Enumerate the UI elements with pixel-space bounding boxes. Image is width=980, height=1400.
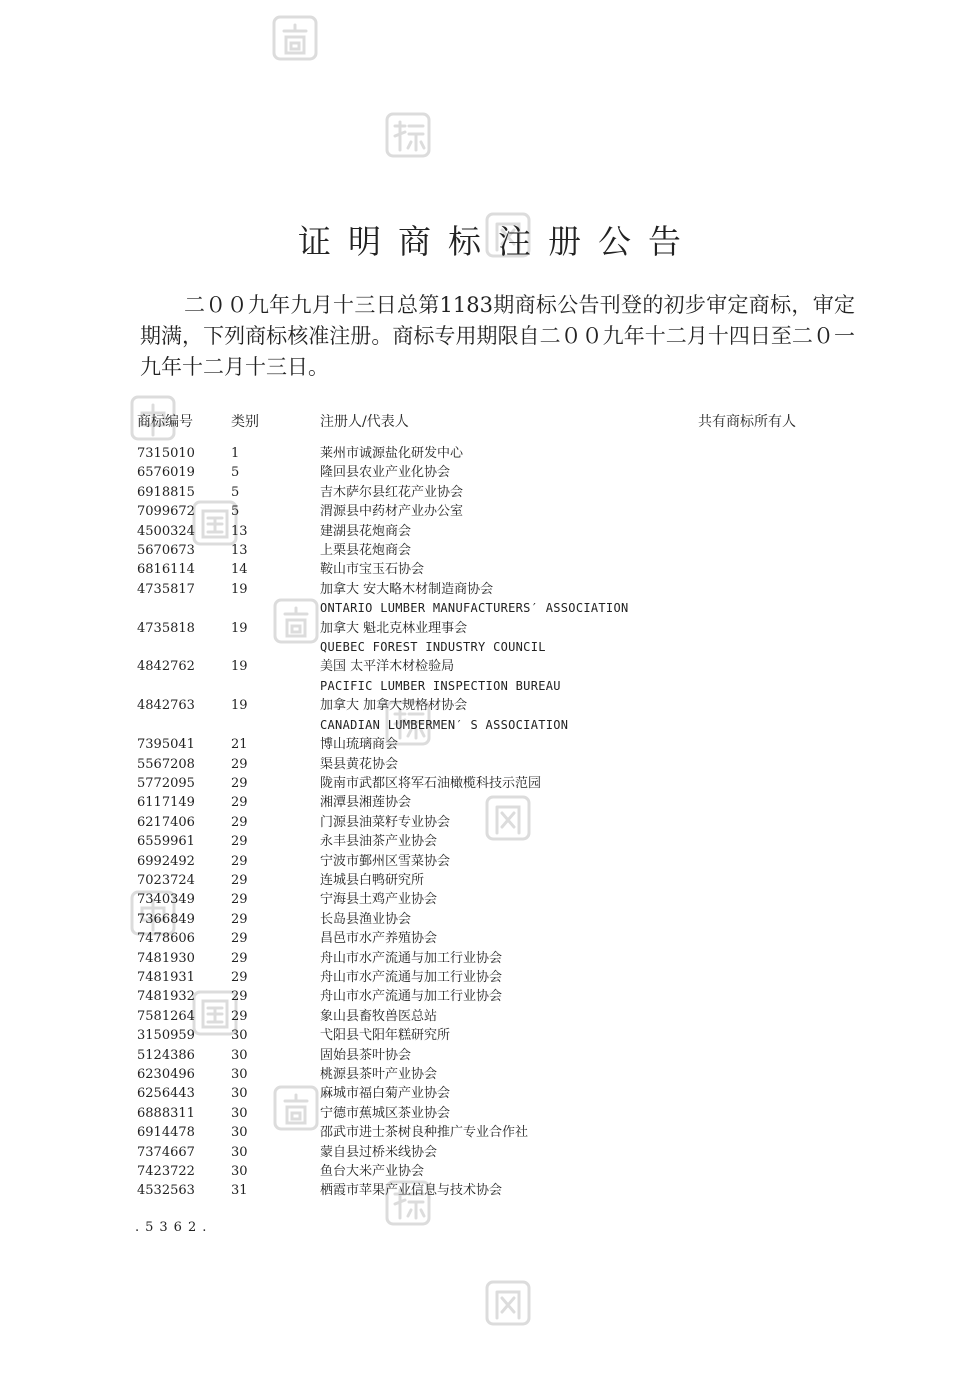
- class: 5: [231, 484, 240, 500]
- registrant-name: 加拿大 安大略木材制造商协会: [320, 581, 494, 597]
- registrant-name-english: QUEBEC FOREST INDUSTRY COUNCIL: [320, 640, 546, 655]
- class: 30: [231, 1164, 248, 1180]
- registrant-name: 博山琉璃商会: [320, 737, 399, 753]
- class: 19: [231, 620, 248, 636]
- registrant-name: 建湖县花炮商会: [320, 523, 412, 539]
- class: 29: [231, 969, 248, 985]
- table-row: [0, 832, 980, 851]
- header-registrant: 注册人/代表人: [320, 414, 409, 430]
- trademark-number: 5567208: [137, 756, 195, 772]
- trademark-number: 6217406: [137, 814, 195, 830]
- registrant-name: 连城县白鸭研究所: [320, 872, 425, 888]
- trademark-number: 7366849: [137, 911, 195, 927]
- class: 1: [231, 446, 240, 461]
- trademark-number: 4735818: [137, 620, 195, 636]
- trademark-table: [0, 444, 980, 1201]
- trademark-number: 5124386: [137, 1047, 195, 1063]
- table-row: [0, 949, 980, 968]
- trademark-number: 6914478: [137, 1125, 195, 1141]
- page-title: 证明商标注册公告: [298, 222, 698, 261]
- class: 5: [231, 465, 240, 481]
- registrant-name: 宁海县土鸡产业协会: [320, 892, 438, 908]
- registrant-name-english: ONTARIO LUMBER MANUFACTURERS′ ASSOCIATION: [320, 601, 629, 616]
- registrant-name: 鞍山市宝玉石协会: [320, 562, 425, 578]
- class: 29: [231, 795, 248, 811]
- registrant-name: 永丰县油茶产业协会: [320, 834, 438, 850]
- registrant-name: 长岛县渔业协会: [320, 911, 412, 927]
- trademark-number: 7315010: [137, 446, 195, 461]
- registrant-name: 鱼台大米产业协会: [320, 1164, 425, 1180]
- registrant-name: 湘潭县湘莲协会: [320, 795, 412, 811]
- registrant-name: 固始县茶叶协会: [320, 1047, 412, 1063]
- registrant-name: 吉木萨尔县红花产业协会: [320, 484, 464, 500]
- trademark-number: 7481931: [137, 969, 195, 985]
- registrant-name: 邵武市进士茶树良种推广专业合作社: [320, 1125, 529, 1141]
- header-class: 类别: [231, 414, 259, 430]
- class: 29: [231, 756, 248, 772]
- class: 30: [231, 1105, 248, 1121]
- registrant-name: 隆回县农业产业化协会: [320, 465, 451, 481]
- class: 29: [231, 834, 248, 850]
- registrant-name: 麻城市福白菊产业协会: [320, 1086, 451, 1102]
- registrant-name: 桃源县茶叶产业协会: [320, 1067, 438, 1082]
- table-row: [0, 910, 980, 929]
- table-row: [0, 1007, 980, 1026]
- class: 14: [231, 562, 248, 578]
- registrant-name: 加拿大 加拿大规格材协会: [320, 698, 468, 714]
- table-row: [0, 522, 980, 541]
- table-row: [0, 929, 980, 948]
- class: 30: [231, 1086, 248, 1102]
- trademark-number: 7423722: [137, 1164, 195, 1180]
- table-row: [0, 1104, 980, 1123]
- table-row: [0, 852, 980, 871]
- class: 13: [231, 543, 248, 559]
- registrant-name: 门源县油菜籽专业协会: [320, 814, 451, 830]
- registrant-name: 陇南市武都区将军石油橄榄科技示范园: [320, 775, 542, 791]
- class: 13: [231, 523, 248, 539]
- registrant-name-english: PACIFIC LUMBER INSPECTION BUREAU: [320, 678, 561, 693]
- table-row: [0, 483, 980, 502]
- trademark-number: 6576019: [137, 465, 195, 481]
- class: 29: [231, 775, 248, 791]
- table-row: [0, 463, 980, 482]
- table-row-english: [0, 638, 980, 657]
- registrant-name: 渠县黄花协会: [320, 756, 399, 772]
- header-co-owner: 共有商标所有人: [698, 414, 796, 430]
- registrant-name: 舟山市水产流通与加工行业协会: [320, 969, 503, 985]
- class: 19: [231, 698, 248, 714]
- registrant-name: 渭源县中药材产业办公室: [320, 504, 464, 520]
- class: 29: [231, 872, 248, 888]
- table-row: [0, 1046, 980, 1065]
- class: 30: [231, 1144, 248, 1160]
- trademark-number: 7478606: [137, 931, 195, 947]
- trademark-number: 7395041: [137, 737, 195, 753]
- trademark-number: 4735817: [137, 581, 195, 597]
- class: 21: [231, 737, 248, 753]
- table-row: [0, 1162, 980, 1181]
- table-row: [0, 1065, 980, 1084]
- table-row: [0, 444, 980, 463]
- class: 29: [231, 814, 248, 830]
- registrant-name: 美国 太平洋木材检验局: [320, 659, 455, 675]
- class: 30: [231, 1067, 248, 1082]
- class: 29: [231, 853, 248, 869]
- registrant-name: 栖霞市苹果产业信息与技术协会: [320, 1183, 503, 1199]
- trademark-number: 7023724: [137, 872, 195, 888]
- table-row: [0, 696, 980, 715]
- table-row: [0, 560, 980, 579]
- registrant-name: 蒙自县过桥米线协会: [320, 1144, 438, 1160]
- trademark-number: 7481930: [137, 950, 195, 966]
- table-row: [0, 502, 980, 521]
- table-row: [0, 871, 980, 890]
- registrant-name-english: CANADIAN LUMBERMEN′ S ASSOCIATION: [320, 717, 569, 732]
- trademark-number: 7374667: [137, 1144, 195, 1160]
- trademark-number: 6117149: [137, 795, 195, 811]
- registrant-name: 昌邑市水产养殖协会: [320, 931, 438, 947]
- class: 29: [231, 931, 248, 947]
- table-row: [0, 1084, 980, 1103]
- table-row: [0, 890, 980, 909]
- table-row: [0, 1181, 980, 1200]
- registrant-name: 宁波市鄞州区雪菜协会: [320, 853, 451, 869]
- table-row: [0, 968, 980, 987]
- table-row: [0, 813, 980, 832]
- class: 30: [231, 1028, 248, 1044]
- table-row: [0, 580, 980, 599]
- trademark-number: 6816114: [137, 562, 195, 578]
- table-row-english: [0, 599, 980, 618]
- table-row: [0, 735, 980, 754]
- trademark-number: 6992492: [137, 853, 195, 869]
- class: 30: [231, 1047, 248, 1063]
- trademark-number: 7481932: [137, 989, 195, 1005]
- trademark-number: 7099672: [137, 504, 195, 520]
- registrant-name: 舟山市水产流通与加工行业协会: [320, 950, 503, 966]
- class: 19: [231, 659, 248, 675]
- class: 29: [231, 950, 248, 966]
- table-row-english: [0, 716, 980, 735]
- header-trademark-number: 商标编号: [137, 414, 193, 430]
- table-row: [0, 541, 980, 560]
- table-row: [0, 619, 980, 638]
- class: 29: [231, 892, 248, 908]
- registrant-name: 上栗县花炮商会: [320, 543, 412, 559]
- table-row: [0, 774, 980, 793]
- class: 30: [231, 1125, 248, 1141]
- trademark-number: 5670673: [137, 543, 195, 559]
- trademark-number: 6888311: [137, 1105, 195, 1121]
- watermark-stamp: [385, 112, 431, 158]
- class: 19: [231, 581, 248, 597]
- class: 29: [231, 989, 248, 1005]
- table-row: [0, 1143, 980, 1162]
- trademark-number: 7340349: [137, 892, 195, 908]
- registrant-name: 莱州市诚源盐化研发中心: [320, 446, 464, 461]
- registrant-name: 宁德市蕉城区茶业协会: [320, 1105, 451, 1121]
- registrant-name: 弋阳县弋阳年糕研究所: [320, 1028, 451, 1044]
- trademark-number: 6559961: [137, 834, 195, 850]
- trademark-number: 6918815: [137, 484, 195, 500]
- table-row: [0, 1123, 980, 1142]
- trademark-number: 7581264: [137, 1008, 195, 1024]
- trademark-number: 6230496: [137, 1067, 195, 1082]
- trademark-number: 6256443: [137, 1086, 195, 1102]
- watermark-stamp: [272, 15, 318, 61]
- class: 29: [231, 1008, 248, 1024]
- registrant-name: 加拿大 魁北克林业理事会: [320, 620, 468, 636]
- watermark-stamp: [485, 1280, 531, 1326]
- class: 5: [231, 504, 240, 520]
- table-row: [0, 657, 980, 676]
- table-row: [0, 987, 980, 1006]
- table-row: [0, 755, 980, 774]
- trademark-number: 4842762: [137, 659, 195, 675]
- registrant-name: 舟山市水产流通与加工行业协会: [320, 989, 503, 1005]
- table-row: [0, 1026, 980, 1045]
- announcement-paragraph: 二００九年九月十三日总第1183期商标公告刊登的初步审定商标，审定期满，下列商标核准注册。商标专用期限自二００九年十二月十四日至二０一九年十二月十三日。: [140, 293, 855, 379]
- table-row: [0, 793, 980, 812]
- trademark-number: 4532563: [137, 1183, 195, 1199]
- registrant-name: 象山县畜牧兽医总站: [320, 1008, 438, 1024]
- class: 29: [231, 911, 248, 927]
- table-row-english: [0, 677, 980, 696]
- trademark-number: 3150959: [137, 1028, 195, 1044]
- trademark-number: 4842763: [137, 698, 195, 714]
- page-number: .5362.: [135, 1220, 213, 1235]
- class: 31: [231, 1183, 248, 1199]
- trademark-number: 5772095: [137, 775, 195, 791]
- trademark-number: 4500324: [137, 523, 195, 539]
